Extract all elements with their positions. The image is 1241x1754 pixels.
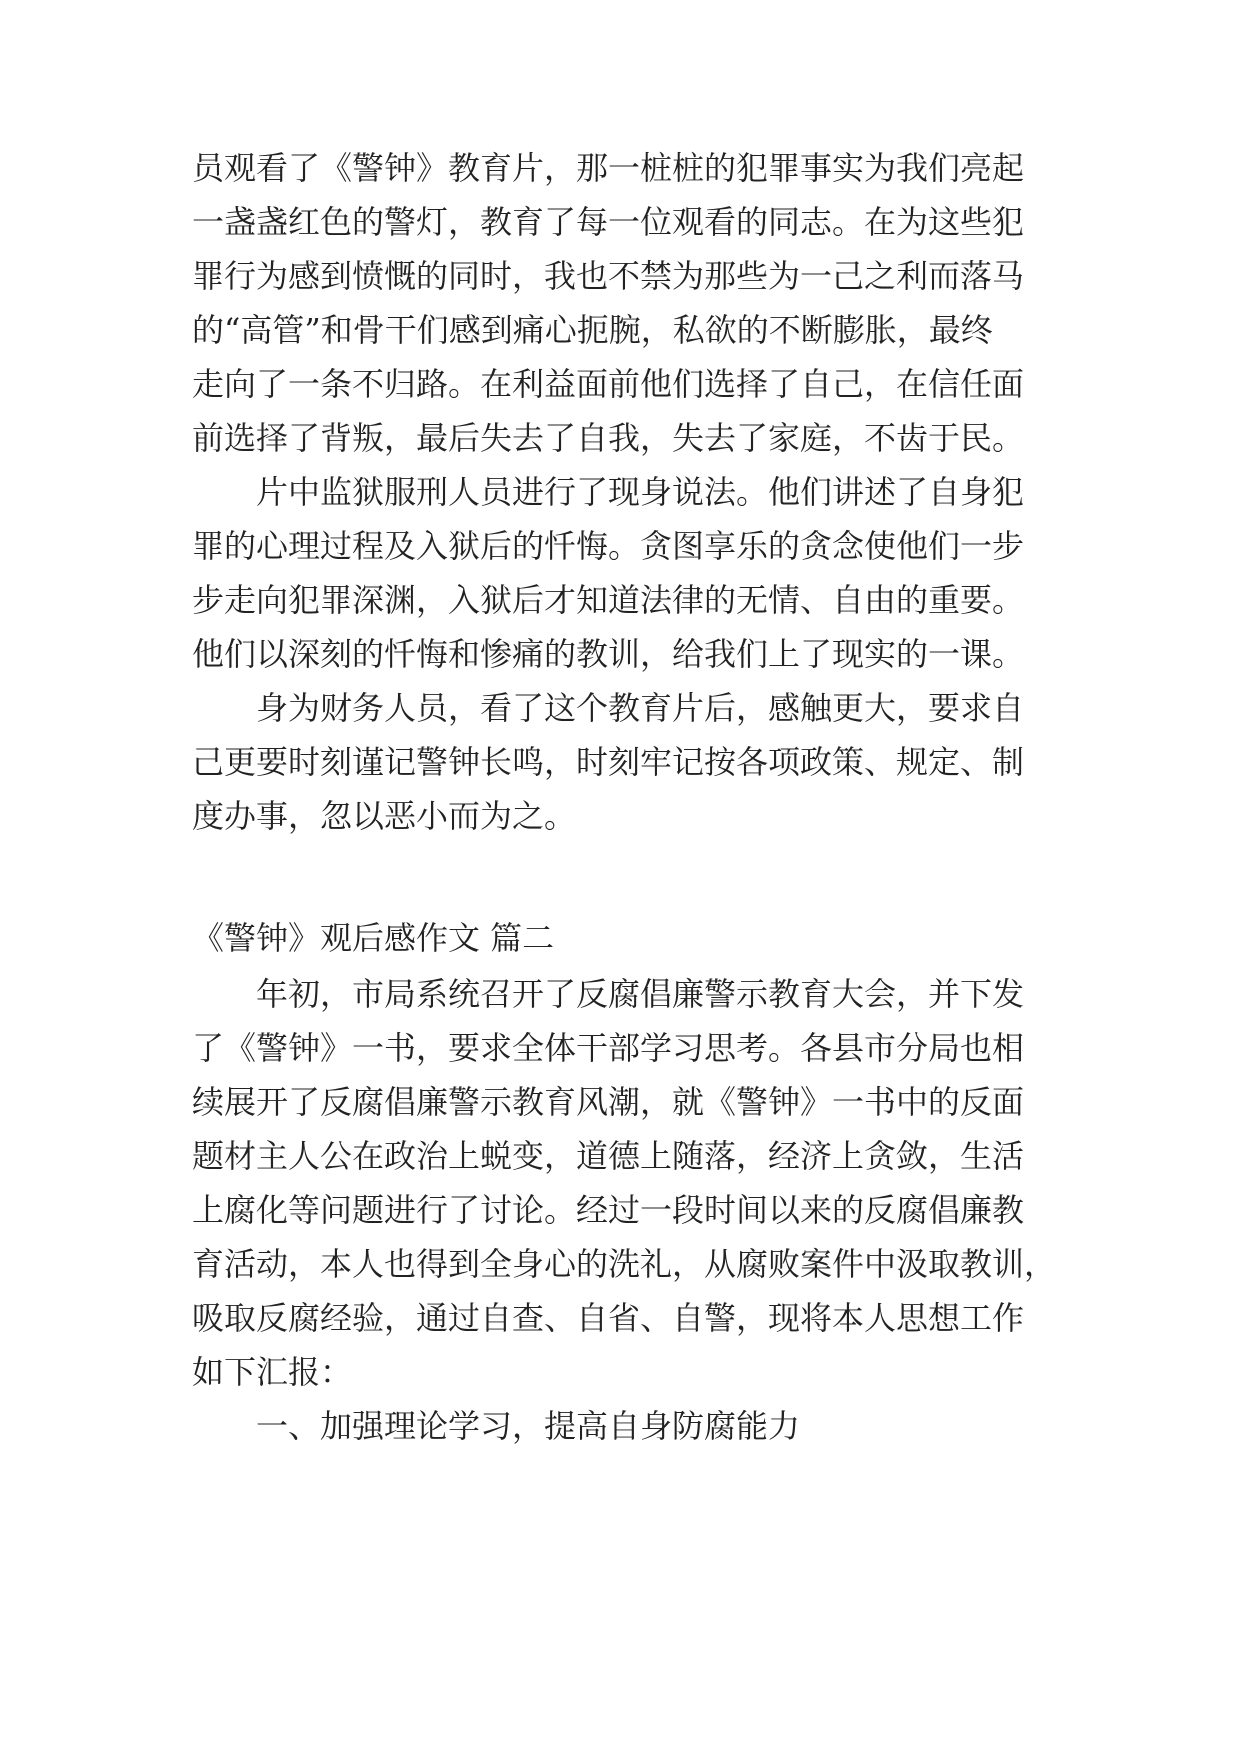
paragraph-2-line-2: 罪的心理过程及入狱后的忏悔。贪图享乐的贪念使他们一步 bbox=[192, 527, 1025, 565]
paragraph-4-line-7: 吸取反腐经验，通过自查、自省、自警，现将本人思想工作 bbox=[192, 1299, 1025, 1337]
paragraph-4-line-3: 续展开了反腐倡廉警示教育风潮，就《警钟》一书中的反面 bbox=[192, 1083, 1025, 1121]
paragraph-4-line-4: 题材主人公在政治上蜕变，道德上随落，经济上贪敛，生活 bbox=[192, 1137, 1025, 1175]
paragraph-1-line-2: 一盏盏红色的警灯，教育了每一位观看的同志。在为这些犯 bbox=[192, 203, 1025, 241]
paragraph-4-line-6: 育活动，本人也得到全身心的洗礼，从腐败案件中汲取教训， bbox=[192, 1245, 1057, 1283]
paragraph-4-line-5: 上腐化等问题进行了讨论。经过一段时间以来的反腐倡廉教 bbox=[192, 1191, 1025, 1229]
paragraph-4-line-2: 了《警钟》一书，要求全体干部学习思考。各县市分局也相 bbox=[192, 1029, 1025, 1067]
paragraph-1-line-5: 走向了一条不归路。在利益面前他们选择了自己，在信任面 bbox=[192, 365, 1025, 403]
paragraph-2-line-3: 步走向犯罪深渊，入狱后才知道法律的无情、自由的重要。 bbox=[192, 581, 1025, 619]
paragraph-1-line-6: 前选择了背叛，最后失去了自我，失去了家庭，不齿于民。 bbox=[192, 419, 1025, 457]
paragraph-3-line-2: 己更要时刻谨记警钟长鸣，时刻牢记按各项政策、规定、制 bbox=[192, 743, 1025, 781]
paragraph-1-line-3: 罪行为感到愤慨的同时，我也不禁为那些为一己之利而落马 bbox=[192, 257, 1025, 295]
paragraph-2-line-4: 他们以深刻的忏悔和惨痛的教训，给我们上了现实的一课。 bbox=[192, 635, 1025, 673]
paragraph-3-line-3: 度办事，忽以恶小而为之。 bbox=[192, 797, 577, 835]
paragraph-4-line-8: 如下汇报： bbox=[192, 1353, 353, 1391]
paragraph-2-line-1: 片中监狱服刑人员进行了现身说法。他们讲述了自身犯 bbox=[256, 473, 1025, 511]
section-title: 《警钟》观后感作文 篇二 bbox=[192, 919, 555, 957]
paragraph-1-line-1: 员观看了《警钟》教育片，那一桩桩的犯罪事实为我们亮起 bbox=[192, 149, 1025, 187]
paragraph-4-line-1: 年初，市局系统召开了反腐倡廉警示教育大会，并下发 bbox=[256, 975, 1025, 1013]
paragraph-1-line-4: 的“高管”和骨干们感到痛心扼腕，私欲的不断膨胀，最终 bbox=[192, 311, 993, 349]
subheading-1: 一、加强理论学习，提高自身防腐能力 bbox=[256, 1407, 801, 1445]
paragraph-3-line-1: 身为财务人员，看了这个教育片后，感触更大，要求自 bbox=[256, 689, 1025, 727]
